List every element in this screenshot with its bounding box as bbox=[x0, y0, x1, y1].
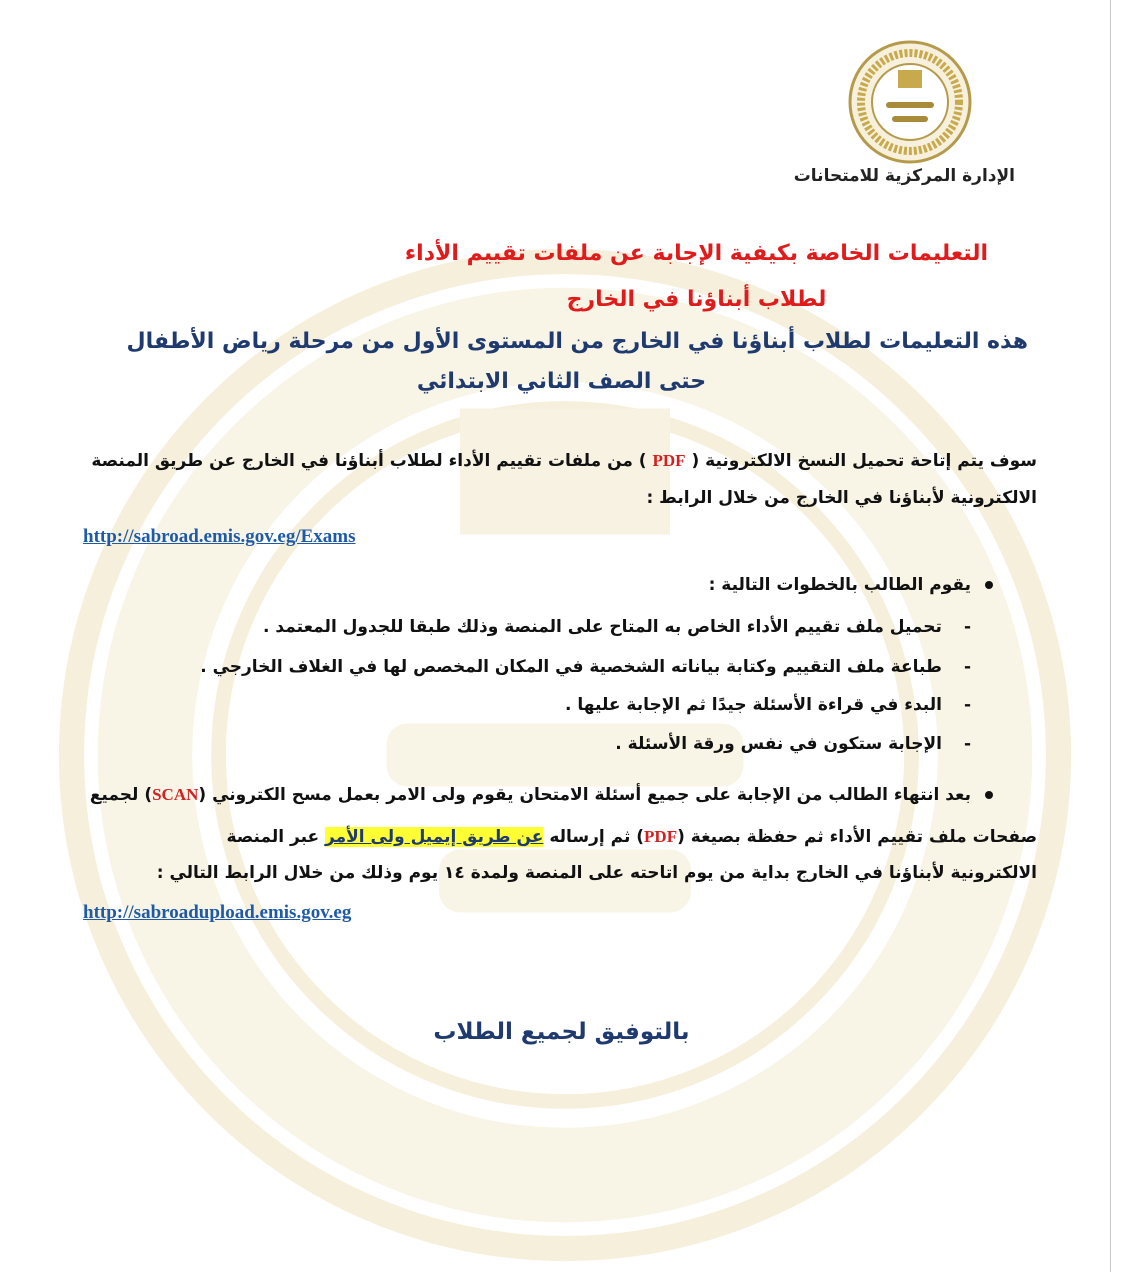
step-text: طباعة ملف التقييم وكتابة بياناته الشخصية في المكان المخصص لها في الغلاف الخارجي . bbox=[200, 657, 942, 677]
steps-heading bbox=[709, 575, 993, 596]
exams-link[interactable]: http://sabroad.emis.gov.eg/Exams bbox=[83, 526, 356, 547]
subtitle: هذه التعليمات لطلاب أبناؤنا في الخارج من المستوى الأول من مرحلة رياض الأطفال bbox=[126, 329, 1028, 354]
step-item: -الإجابة ستكون في نفس ورقة الأسئلة . bbox=[615, 734, 971, 754]
intro-line2: الالكترونية لأبناؤنا في الخارج من خلال الرابط : bbox=[646, 488, 1037, 508]
step-item: -تحميل ملف تقييم الأداء الخاص به المتاح على المنصة وذلك طبقا للجدول المعتمد . bbox=[263, 617, 971, 637]
pdf-label: PDF bbox=[652, 451, 686, 470]
highlighted-text: عن طريق إيميل ولى الأمر bbox=[325, 827, 544, 847]
ministry-logo bbox=[848, 40, 972, 164]
submission-text: ) لجميع bbox=[89, 785, 153, 805]
submission-text: بعد انتهاء الطالب من الإجابة على جميع أسئلة الامتحان يقوم ولى الامر بعمل مسح الكتروني ( bbox=[198, 785, 971, 805]
subtitle-line2: حتى الصف الثاني الابتدائي bbox=[416, 369, 707, 394]
submission-text: صفحات ملف تقييم الأداء ثم حفظة بصيغة ( bbox=[677, 827, 1037, 847]
submission-text: عبر المنصة bbox=[226, 827, 320, 847]
organization-name: الإدارة المركزية للامتحانات bbox=[793, 166, 1015, 186]
bullet-icon bbox=[985, 791, 993, 799]
document-title: التعليمات الخاصة بكيفية الإجابة عن ملفات تقييم الأداء bbox=[404, 241, 989, 266]
pdf-label: PDF bbox=[644, 827, 678, 846]
scan-label: SCAN bbox=[152, 785, 199, 804]
bullet-icon bbox=[985, 581, 993, 589]
step-text: الإجابة ستكون في نفس ورقة الأسئلة . bbox=[615, 734, 942, 754]
intro-text: سوف يتم إتاحة تحميل النسخ الالكترونية ( bbox=[691, 451, 1037, 471]
intro-line1 bbox=[91, 450, 1037, 472]
steps-heading-text: يقوم الطالب بالخطوات التالية : bbox=[708, 575, 971, 595]
step-text: تحميل ملف تقييم الأداء الخاص به المتاح على المنصة وذلك طبقا للجدول المعتمد . bbox=[263, 617, 942, 637]
document-title-line2: لطلاب أبناؤنا في الخارج bbox=[566, 287, 827, 312]
submission-line2 bbox=[226, 826, 1037, 848]
step-item: -البدء في قراءة الأسئلة جيدًا ثم الإجابة عليها . bbox=[565, 695, 971, 715]
step-text: البدء في قراءة الأسئلة جيدًا ثم الإجابة عليها . bbox=[565, 695, 942, 715]
submission-text: ) ثم إرساله bbox=[549, 827, 645, 847]
closing-text: بالتوفيق لجميع الطلاب bbox=[433, 1019, 690, 1045]
upload-link[interactable]: http://sabroadupload.emis.gov.eg bbox=[83, 902, 352, 923]
step-item: -طباعة ملف التقييم وكتابة بياناته الشخصية في المكان المخصص لها في الغلاف الخارجي . bbox=[200, 657, 971, 677]
submission-line1 bbox=[90, 784, 993, 806]
intro-text: ) من ملفات تقييم الأداء لطلاب أبناؤنا في الخارج عن طريق المنصة bbox=[91, 451, 647, 471]
submission-line3: الالكترونية لأبناؤنا في الخارج بداية من يوم اتاحته على المنصة ولمدة ١٤ يوم وذلك من خلال الرابط التالي : bbox=[156, 863, 1037, 883]
page-edge bbox=[1110, 0, 1111, 1272]
